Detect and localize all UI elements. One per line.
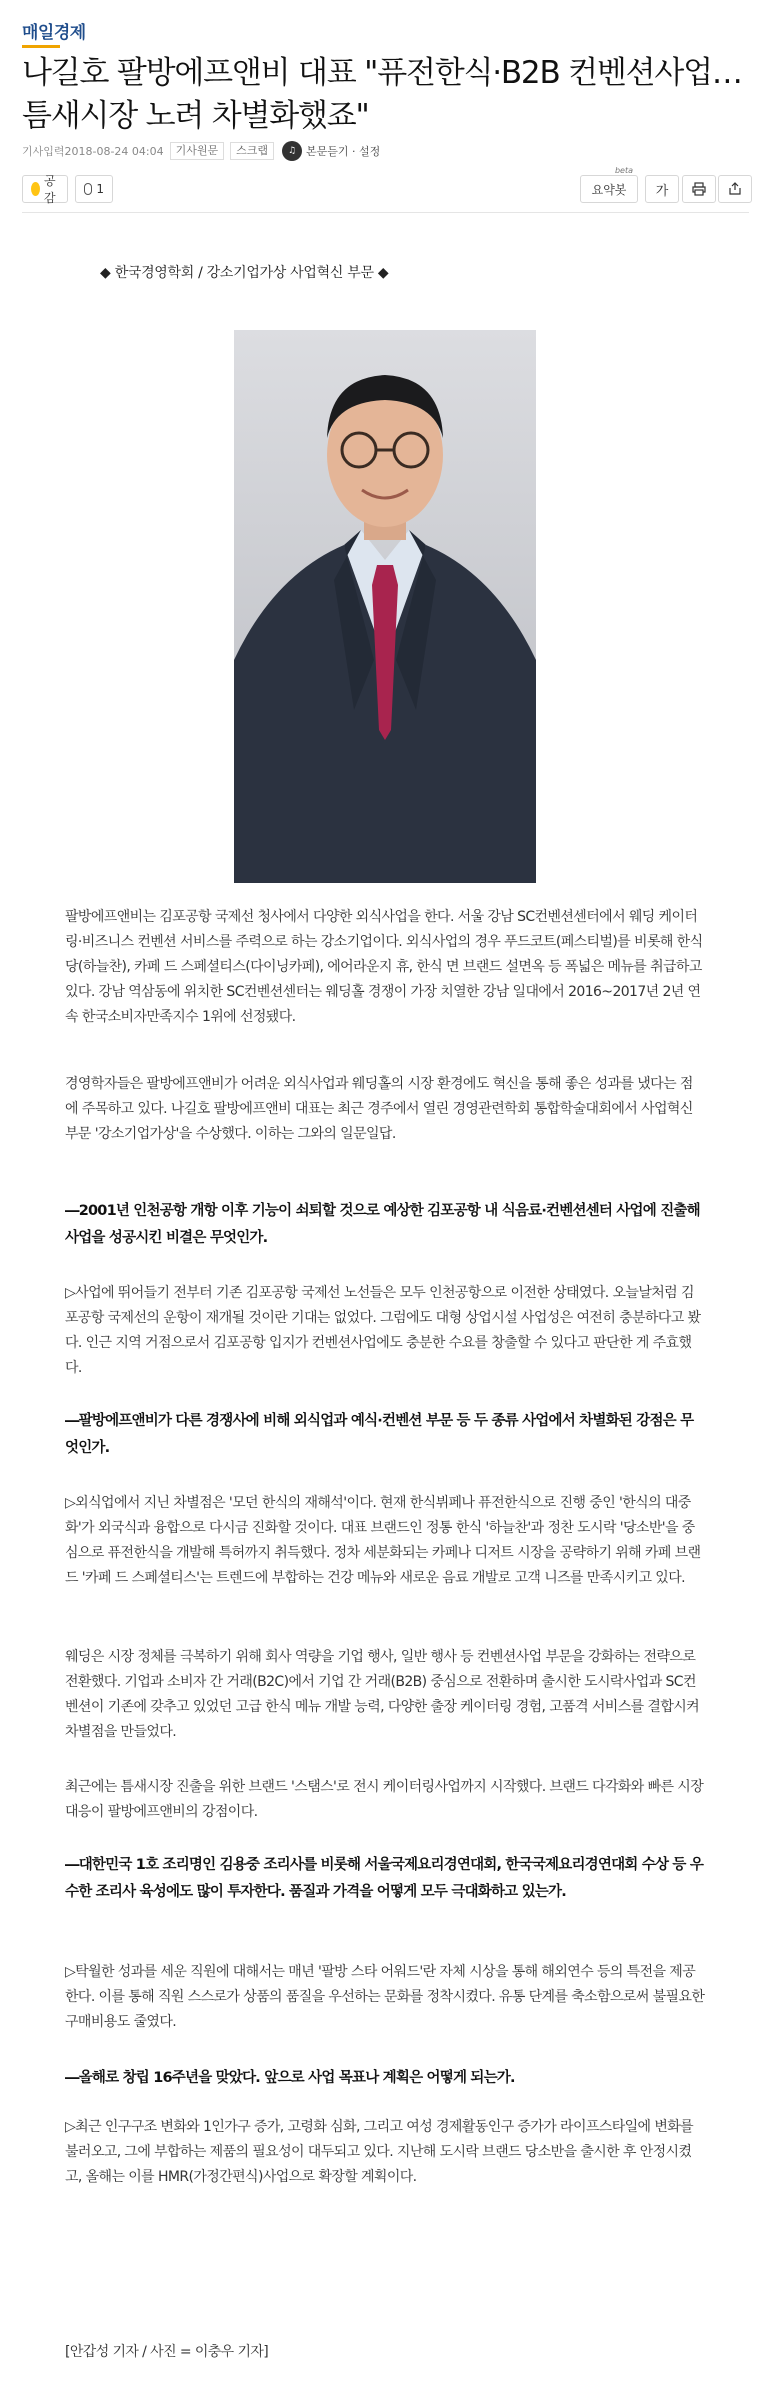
comment-button[interactable]	[75, 175, 113, 203]
article-paragraph-2: 경영학자들은 팔방에프앤비가 어려운 외식사업과 웨딩홀의 시장 환경에도 혁신을 통해 좋은 성과를 냈다는 점에 주목하고 있다. 나길호 팔방에프앤비 대표는 최근 경주에서 열린 경영관련학회 통합학술대회에서 사업혁신 부문 '강소기업가상'을 수상했다. 이하는 그와의 일문일답.	[65, 1076, 693, 1142]
smile-icon	[31, 182, 40, 196]
interview-answer-2c: 최근에는 틈새시장 진출을 위한 브랜드 '스탬스'로 전시 케이터링사업까지 시작했다. 브랜드 다각화와 빠른 시장 대응이 팔방에프앤비의 강점이다.	[65, 1779, 704, 1820]
like-button[interactable]	[22, 175, 68, 203]
listen-button[interactable]	[282, 141, 380, 161]
article-subtitle: ◆ 한국경영학회 / 강소기업가상 사업혁신 부문 ◆	[100, 265, 389, 281]
interview-answer-4: ▷최근 인구구조 변화와 1인가구 증가, 고령화 심화, 그리고 여성 경제활동인구 증가가 라이프스타일에 변화를 불러오고, 그에 부합하는 제품의 필요성이 대두되고 있다. 지난해 도시락 브랜드 당소반을 출시한 후 안정시켰고, 올해는 이를 HMR(가정간편식)사업으로 확장할 계획이다.	[65, 2119, 694, 2185]
share-icon	[728, 182, 742, 196]
scrap-button[interactable]: 스크랩	[230, 142, 274, 160]
interview-question-3: ―대한민국 1호 조리명인 김용중 조리사를 비롯해 서울국제요리경연대회, 한국국제요리경연대회 수상 등 우수한 조리사 육성에도 많이 투자한다. 품질과 가격을 어떻게 모두 극대화하고 있는가.	[65, 1857, 704, 1900]
action-bar	[22, 166, 749, 213]
print-icon	[692, 182, 706, 196]
interview-answer-3: ▷탁월한 성과를 세운 직원에 대해서는 매년 '팔방 스타 어워드'란 자체 시상을 통해 해외연수 등의 특전을 제공한다. 이를 통해 직원 스스로가 상품의 품질을 우선하는 문화를 정착시켰다. 유통 단계를 축소함으로써 불필요한 구매비용도 줄였다.	[65, 1964, 705, 2030]
publish-date: 기사입력2018-08-24 04:04	[22, 145, 164, 158]
share-button[interactable]	[718, 175, 752, 203]
summary-beta-label: beta	[614, 166, 633, 175]
interview-answer-2b: 웨딩은 시장 정체를 극복하기 위해 회사 역량을 기업 행사, 일반 행사 등 컨벤션사업 부문을 강화하는 전략으로 전환했다. 기업과 소비자 간 거래(B2C)에서 기업 간 거래(B2B) 중심으로 전환하며 출시한 도시락사업과 SC컨벤션이 기존에 갖추고 있었던 고급 한식 메뉴 개발 능력, 다양한 출장 케이터링 경험, 고품격 서비스를 결합시켜 차별점을 만들었다.	[65, 1649, 700, 1740]
font-size-button[interactable]	[645, 175, 679, 203]
interview-question-2: ―팔방에프앤비가 다른 경쟁사에 비해 외식업과 예식·컨벤션 부문 등 두 종류 사업에서 차별화된 강점은 무엇인가.	[65, 1413, 694, 1456]
interview-question-1: ―2001년 인천공항 개항 이후 기능이 쇠퇴할 것으로 예상한 김포공항 내 식음료·컨벤션센터 사업에 진출해 사업을 성공시킨 비결은 무엇인가.	[65, 1203, 700, 1246]
article-meta	[22, 141, 380, 161]
article-byline: [안갑성 기자 / 사진 = 이충우 기자]	[65, 2344, 269, 2360]
font-size-label: 가	[655, 183, 669, 199]
listen-label: 본문듣기 · 설정	[306, 145, 381, 158]
press-logo[interactable]: 매일경제	[22, 18, 86, 48]
interview-answer-2a: ▷외식업에서 지닌 차별점은 '모던 한식의 재해석'이다. 현재 한식뷔페나 퓨전한식으로 진행 중인 '한식의 대중화'가 외국식과 융합으로 다시금 진화할 것이다. 대표 브랜드인 정통 한식 '하늘찬'과 정찬 도시락 '당소반'을 중심으로 퓨전한식을 개발해 특허까지 취득했다. 정차 세분화되는 카페나 디저트 시장을 공략하기 위해 카페 브랜드 '카페 드 스페셜티스'는 트렌드에 부합하는 건강 메뉴와 새로운 음료 개발로 고객 니즈를 만족시키고 있다.	[65, 1495, 701, 1586]
like-label: 공감	[44, 174, 56, 205]
interview-answer-1: ▷사업에 뛰어들기 전부터 기존 김포공항 국제선 노선들은 모두 인천공항으로 이전한 상태였다. 오늘날처럼 김포공항 국제선의 운항이 재개될 것이란 기대는 없었다. 그럼에도 대형 상업시설 사업성은 여전히 충분하다고 봤다. 인근 지역 거점으로서 김포공항 입지가 컨벤션사업에도 충분한 수요를 창출할 수 있다고 판단한 게 주효했다.	[65, 1285, 701, 1376]
interview-question-4: ―올해로 창립 16주년을 맞았다. 앞으로 사업 목표나 계획은 어떻게 되는가.	[65, 2070, 515, 2086]
original-article-button[interactable]: 기사원문	[170, 142, 225, 160]
summary-bot-label: 요약봇	[591, 182, 627, 197]
portrait-photo-image	[234, 330, 536, 883]
summary-bot-button[interactable]	[580, 166, 638, 203]
speaker-icon: ♫	[282, 141, 302, 161]
comment-count: 1	[96, 182, 104, 196]
article-photo	[234, 330, 536, 883]
comment-icon	[84, 183, 92, 195]
print-button[interactable]	[682, 175, 716, 203]
article-headline: 나길호 팔방에프앤비 대표 "퓨전한식·B2B 컨벤션사업…틈새시장 노려 차별화했죠"	[22, 55, 742, 134]
article-paragraph-1: 팔방에프앤비는 김포공항 국제선 청사에서 다양한 외식사업을 한다. 서울 강남 SC컨벤션센터에서 웨딩 케이터링·비즈니스 컨벤션 서비스를 주력으로 하는 강소기업이다. 외식사업의 경우 푸드코트(페스티벌)를 비롯해 한식당(하늘찬), 카페 드 스페셜티스(다이닝카페), 에어라운지 휴, 한식 면 브랜드 설면옥 등 폭넓은 메뉴를 취급하고 있다. 강남 역삼동에 위치한 SC컨벤션센터는 웨딩홀 경쟁이 가장 치열한 강남 일대에서 2016~2017년 2년 연속 한국소비자만족지수 1위에 선정됐다.	[65, 909, 703, 1025]
